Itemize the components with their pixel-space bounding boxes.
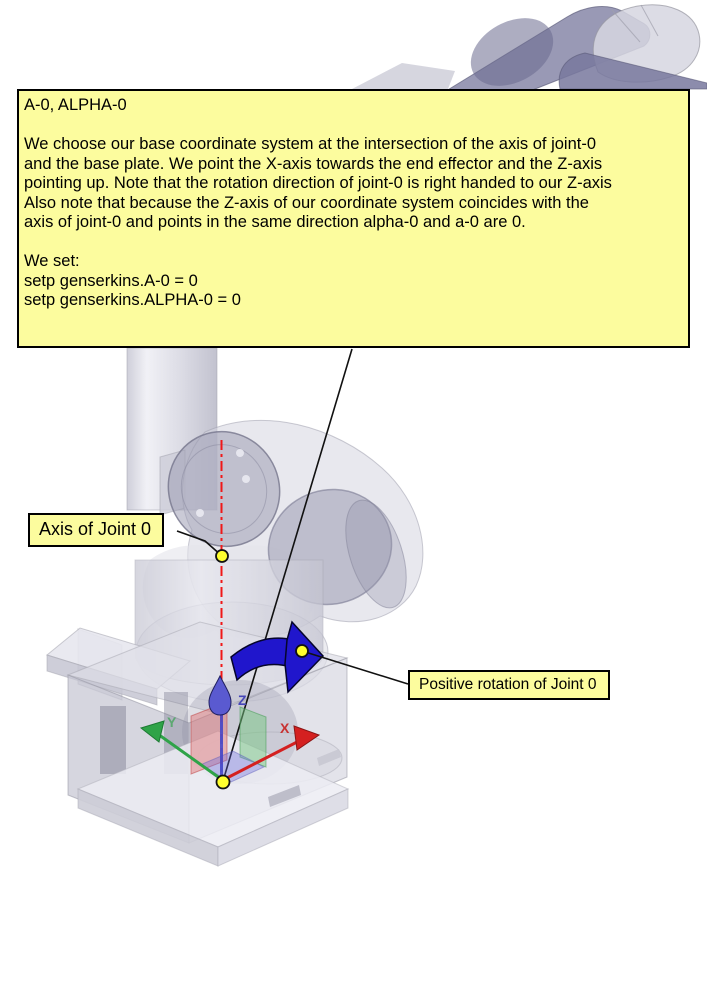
note-body-line: pointing up. Note that the rotation direction of joint-0 is right handed to our Z-axis	[24, 174, 612, 192]
motor-bolt	[196, 509, 204, 517]
note-set-line: We set:	[24, 252, 80, 270]
robot-upper-arm	[352, 4, 707, 99]
note-spacer	[24, 233, 684, 253]
rotation-point-marker	[296, 645, 308, 657]
positive-rotation-label: Positive rotation of Joint 0	[408, 670, 610, 700]
note-set-line: setp genserkins.A-0 = 0	[24, 271, 198, 290]
z-axis-label: Z	[238, 692, 247, 708]
box-inner-rib	[100, 706, 126, 774]
note-title: A-0, ALPHA-0	[24, 96, 127, 114]
motor-bolt	[236, 449, 244, 457]
note-set-line: setp genserkins.ALPHA-0 = 0	[24, 291, 241, 309]
axis-of-joint0-label: Axis of Joint 0	[28, 513, 164, 547]
y-axis-label: Y	[167, 714, 177, 730]
x-axis-label: X	[280, 720, 290, 736]
note-body-line: axis of joint-0 and points in the same direction alpha-0 and a-0 are 0.	[24, 213, 526, 231]
motor-bolt	[242, 475, 250, 483]
axis-point-marker	[216, 550, 228, 562]
note-spacer	[24, 116, 684, 136]
note-box	[17, 89, 690, 348]
note-body-line: and the base plate. We point the X-axis towards the end effector and the Z-axis	[24, 154, 603, 173]
note-body-line: Also note that because the Z-axis of our coordinate system coincides with the	[24, 193, 589, 212]
origin-point-marker	[217, 776, 230, 789]
arm-under-piece	[352, 63, 455, 89]
note-body-line: We choose our base coordinate system at the intersection of the axis of joint-0	[24, 135, 597, 153]
